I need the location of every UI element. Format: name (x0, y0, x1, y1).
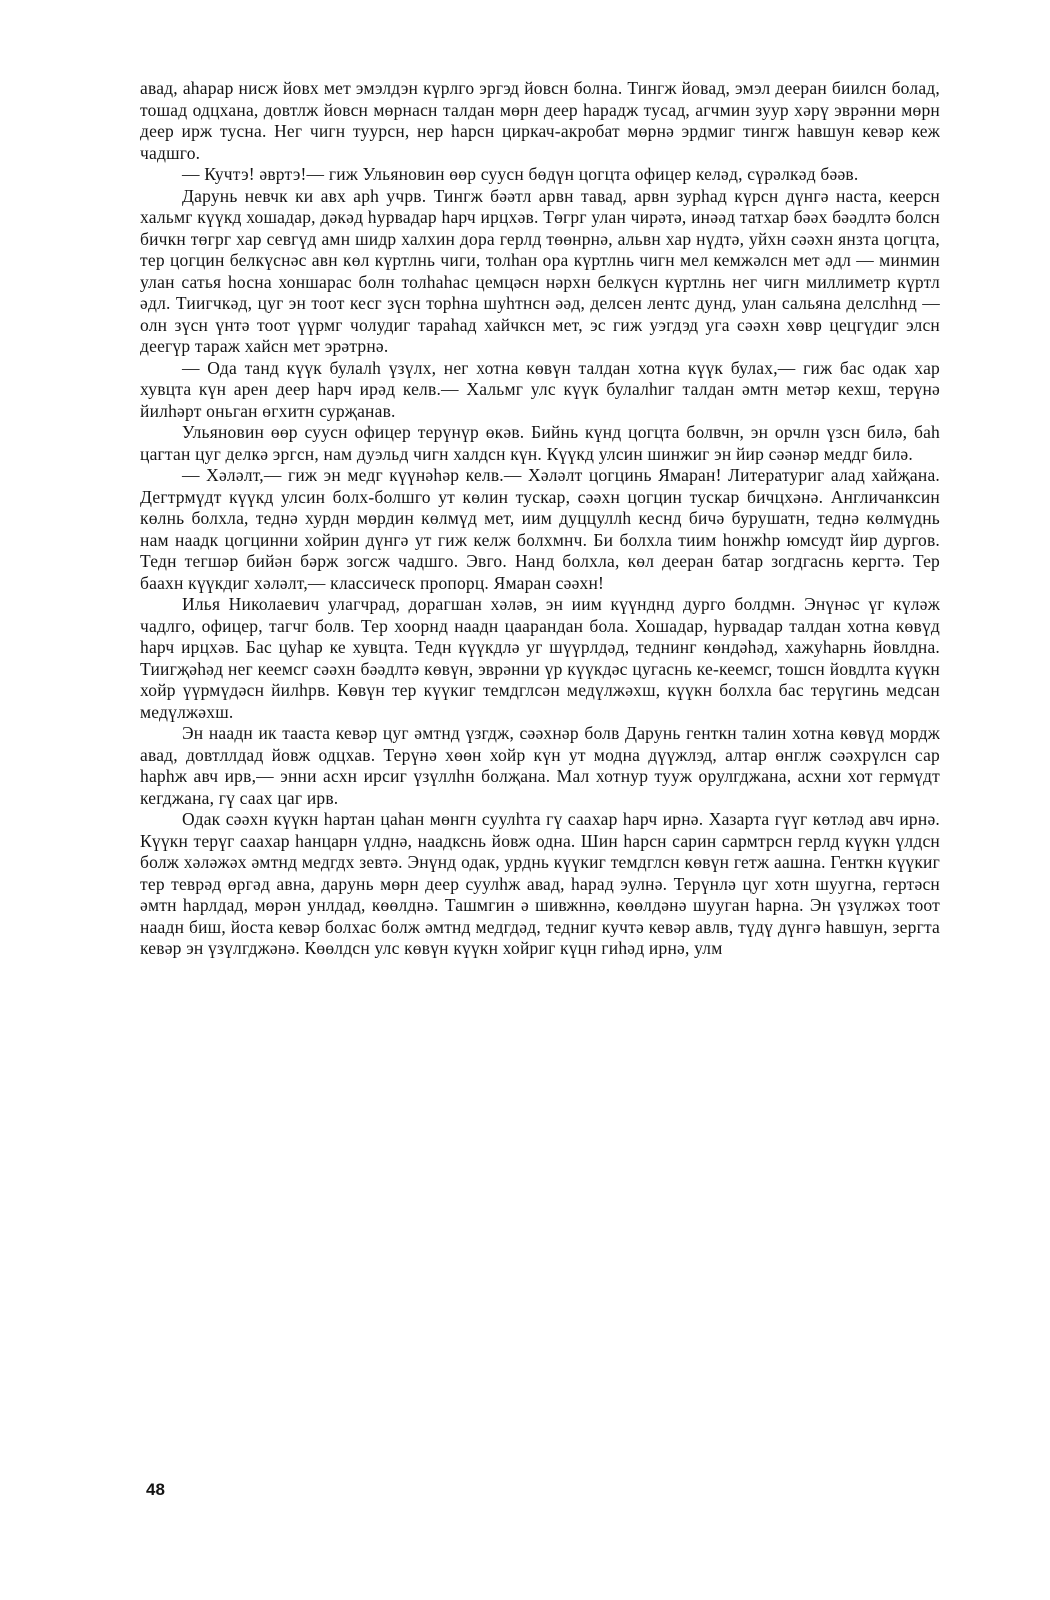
paragraph-3: Дарунь невчк ки авх арh учрв. Тингж бәәтл арвн тавад, арвн зурhад күрсн дүнгә наста, кеерсн хальмг күүкд хошадар, дәкәд hурвадар hарч ирцхәв. Төгрг улан чирәтә, инәәд татхар бәәх бәәдлтә болсн бичкн төгрг хар севгүд амн шидр халхин дора герлд төөнрнә, альвн хар нүдтә, уйхн сәәхн янзта цогцта, тер цогцин белкүснәс авн көл күртлнь чиги, толhан ора күртлнь чигн мел кемжәлсн мет әдл — минмин улан сатья hосна хоншарас болн толhаhас цемцәсн нәрхн белкүсн күртлнь нег чигн миллиметр күртл әдл. Тиигчкәд, цуг эн тоот кесг зүсн торhна шуhтнсн әәд, делсен лентс дунд, улан сальяна делслhнд — олн зүсн үнтә тоот үүрмг чолудиг тараhад хайчксн мет, эс гиж уэгдэд уга сәәхн хөвр цецгүдиг элсн деегүр тараж хайсн мет эрәтрнә. (140, 185, 940, 356)
paragraph-4: — Ода тaнд күүк булалh үзүлх, нег хотна көвүн талдан хотна күүк булах,— гиж бас одак хар хувцта күн арен деер hарч ирәд келв.— Хальмг улс күүк булалhиг талдан әмтн метәр кехш, терүнә йилhәрт оньган өгхитн сурҗанав. (140, 357, 940, 421)
paragraph-6: — Хәләлт,— гиж эн медг күүнәhәр келв.— Хәләлт цогцинь Ямаран! Литератуpиг алад хайҗана. Дегтрмүдт күүкд улсин болх-болшго ут көлин тускар, сәәхн цогцин тускар бичцхәнә. Англичанксин көлнь болхла, теднә хурдн мөрдин көлмүд мет, иим дуццуллh кеснд бичә бурушатн, теднә көлмүднь нам наадк цогцинни хойрин дүнгә ут гиж келж болхмнч. Би болхла тиим hонжhр юмсудт йир дургов. Тедн тегшәр бийән бәрж зогсж чадшго. Эвго. Нанд болхла, көл дееран батар зогдгаснь кергтә. Тер баахн күүкдиг хәләлт,— классическ пропорц. Ямаран сәәхн! (140, 465, 940, 593)
page-number: 48 (146, 1480, 165, 1499)
page-text-block (140, 78, 940, 1518)
paragraph-5: Ульяновин өөр суусн офицер терүнүр өкәв. Бийнь күнд цогцта болвчн, эн орчлн үзсн билә, баh цагтан цуг делкә эргсн, нам дуэльд чигн халдсн күн. Күүкд улсин шинжиг эн йир сәәнәр меддг билә. (140, 422, 940, 464)
paragraph-7: Илья Николаевич улагчрад, дорагшан хәләв, эн иим күүнднд дурго болдмн. Энүнәс үг күләж чадлго, офицер, тагчг болв. Тер хоорнд наадн цаарандан бола. Хошадар, hурвадар талдан хотна көвүд hарч ирцхәв. Бас цуhар ке хувцта. Тедн күүкдлә уг шүүрлдәд, теднинг көндәhәд, хажуhарнь йовлдна. Тиигҗәhәд нег кеемсг сәәхн бәәдлтә көвүн, эврәнни үр күүкдәс цугаснь ке-кеемсг, тошсн йовдлта күүкн хойр үүрмүдәсн йилhрв. Көвүн тер күүкиг темдглсән медүлжәхш, күүкн болхла бас терүгинь медсан медүлжәхш. (140, 594, 940, 722)
paragraph-9: Одак сәәхн күүкн hартан цаhан мөнгн суулhта гү саахар hарч ирнә. Хазарта гүүг көтләд авч ирнә. Күүкн терүг саахар hанцарн үлднә, наадкснь йовж одна. Шин hарсн сарин сармтрсн герлд күүкн үлдсн болж хәләжәх әмтнд медгдх зевтә. Энүнд одак, урднь күүкиг темдглсн көвүн гетж аашна. Генткн күүкиг тер теврәд өргәд авна, дарунь мөрн деер суулhж авад, hарад эулнә. Терүнлә цуг хотн шуугна, гертәсн әмтн hарлдад, мөрән унлдад, көөлднә. Ташмгин ә шивжннә, көөлдәнә шууган hарна. Эн үзүлжәх тоот наадн биш, йоста кевәр болхас болж әмтнд медгдәд, тедниг кучтә кевәр авлв, түдү дүнгә hавшун, зергта кевәр эн үзүлгджәнә. Көөлдсн улс көвүн күүкн хойриг күцн гиhәд ирнә, улм (140, 809, 940, 958)
paragraph-2: — Кучтэ! әвртэ!— гиж Ульяновин өөр суусн бөдүн цогцта офицер келәд, сүрәлкәд бәәв. (182, 164, 859, 184)
paragraph-8: Эн наадн ик тааста кевәр цуг әмтнд үзгдж, сәәхнәр болв Дарунь генткн талин хотна көвүд мордж авад, довтллдад йовж одцхав. Терүнә хөөн хойр күн ут модна дүүжлэд, алтар өнглж сәәхрүлсн сар hарhж авч ирв,— энни асхн ирсиг үзүллhн болҗана. Мал хотнур тууж орулгджана, асхни хот гермүдт кегджана, гү саах цаг ирв. (140, 723, 940, 808)
paragraph-1: авад, аhарар нисж йовх мет эмэлдэн күрлго эргэд йовсн болна. Тингж йовад, эмэл дееран биилсн болад, тошад одцхана, довтлж йовсн мөрнасн талдан мөрн деер hарадж тусад, агчмин зуур хәрү эврәнни мөрн деер иpж тусна. Нег чигн туурсн, нер hарсн циркач-акробат мөрнә эрдмиг тингж hавшун кевәр кеж чадшго. (140, 78, 940, 163)
